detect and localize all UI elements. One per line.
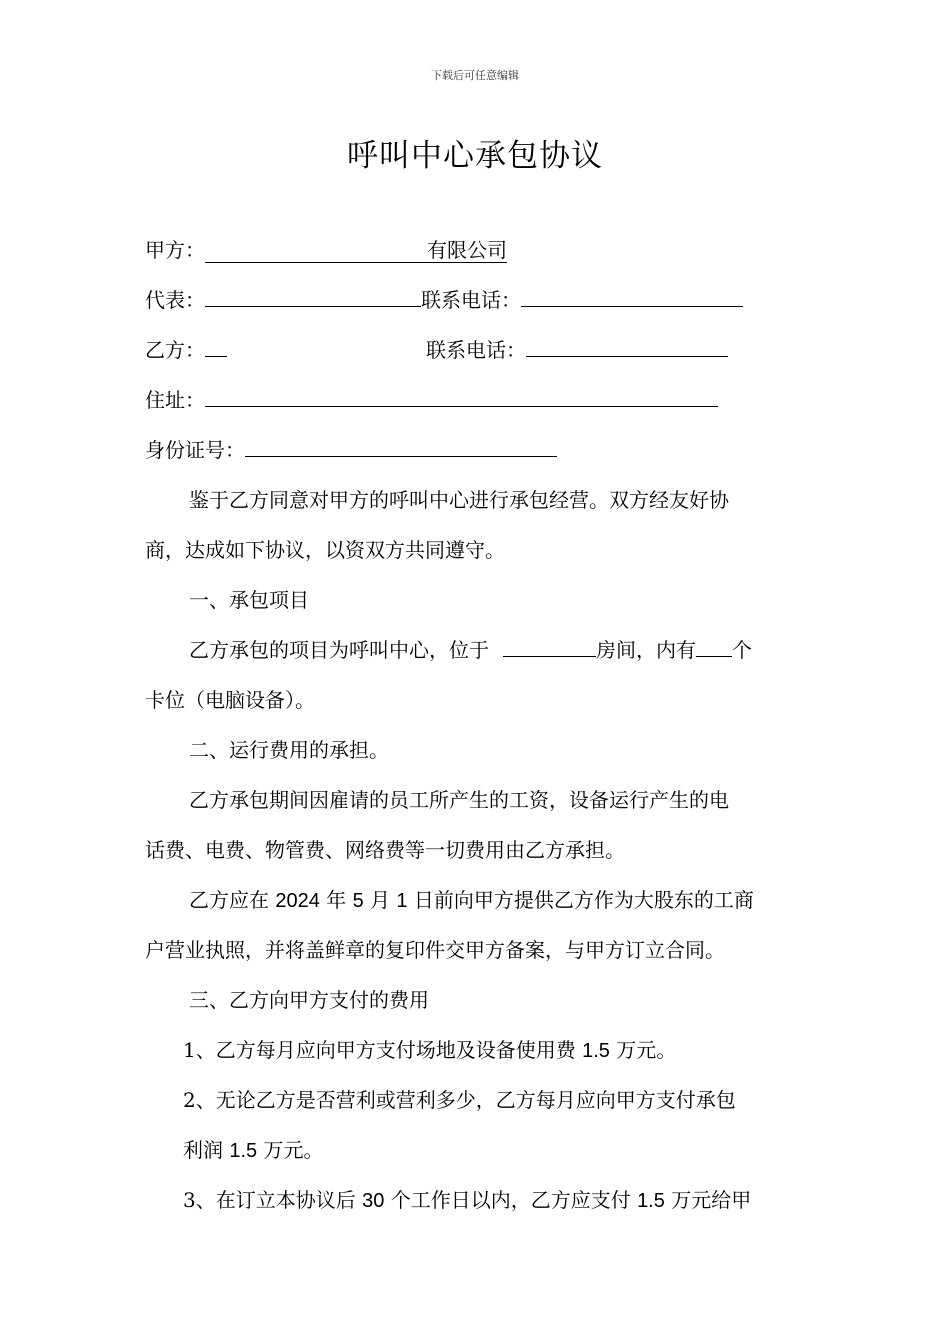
section-3-item-2-line-1: 2、无论乙方是否营利或营利多少，乙方每月应向甲方支付承包 [183,1088,736,1112]
party-a-line [145,236,507,264]
item-2-text-b: 万元。 [263,1138,324,1162]
item-2-text-a: 利润 [183,1138,223,1162]
representative-blank[interactable] [205,286,421,307]
section-1-paragraph [189,636,752,664]
seat-count-blank[interactable] [696,636,732,657]
intro-line-1: 鉴于乙方同意对甲方的呼叫中心进行承包经营。双方经友好协 [189,488,729,512]
item-1-amount: 1.5 [582,1040,610,1062]
id-number-line [145,436,557,464]
section-1-paragraph-line-2: 卡位（电脑设备）。 [145,688,315,712]
section-3-heading: 三、乙方向甲方支付的费用 [189,988,429,1012]
p2-day: 1 [396,890,408,912]
party-b-blank[interactable] [205,336,227,357]
address-label: 住址： [145,388,205,412]
p2-text-a: 乙方应在 [189,888,269,912]
room-blank[interactable] [503,636,596,657]
item-3-text-b: 个工作日以内，乙方应支付 [390,1188,631,1212]
address-blank[interactable] [205,386,718,407]
party-b-phone-line [426,336,728,364]
section-1-heading: 一、承包项目 [189,588,309,612]
item-1-text-a: 1、乙方每月应向甲方支付场地及设备使用费 [183,1038,576,1062]
section-2-p2-line-1 [189,886,754,915]
section-1-text-part3: 个 [732,638,752,662]
item-3-text-c: 万元给甲 [671,1188,752,1212]
item-1-text-b: 万元。 [616,1038,677,1062]
representative-phone-blank[interactable] [521,286,743,307]
representative-line [145,286,743,314]
id-number-label: 身份证号： [145,438,245,462]
address-line [145,386,718,414]
id-number-blank[interactable] [245,436,557,457]
section-3-item-3-line-1 [183,1186,751,1215]
section-1-text-part2: 房间，内有 [596,638,696,662]
p2-text-d: 日前向甲方提供乙方作为大股东的工商 [413,888,754,912]
section-1-text-part1: 乙方承包的项目为呼叫中心，位于 [189,638,489,662]
section-2-p1-line-2: 话费、电费、物管费、网络费等一切费用由乙方承担。 [145,838,625,862]
party-b-phone-label: 联系电话： [426,338,526,362]
party-a-company-field[interactable] [205,238,507,263]
item-3-text-a: 3、在订立本协议后 [183,1188,356,1212]
party-a-company-suffix: 有限公司 [427,238,507,262]
header-note: 下载后可任意编辑 [431,69,519,82]
representative-phone-label: 联系电话： [421,288,521,312]
representative-label: 代表： [145,288,205,312]
section-3-item-1 [183,1036,676,1065]
party-b-phone-blank[interactable] [526,336,728,357]
section-2-p2-line-2: 户营业执照，并将盖鲜章的复印件交甲方备案，与甲方订立合同。 [145,938,725,962]
party-a-blank [205,237,427,257]
p2-text-c: 月 [370,888,391,912]
party-b-label: 乙方： [145,338,205,362]
section-2-p1-line-1: 乙方承包期间因雇请的员工所产生的工资，设备运行产生的电 [189,788,729,812]
p2-year: 2024 [275,890,320,912]
document-title: 呼叫中心承包协议 [347,138,603,174]
intro-line-2: 商，达成如下协议，以资双方共同遵守。 [145,538,505,562]
party-a-label: 甲方： [145,238,205,262]
item-3-amount: 1.5 [637,1190,665,1212]
party-b-line [145,336,227,364]
section-2-heading: 二、运行费用的承担。 [189,738,389,762]
section-3-item-2-line-2 [183,1136,324,1165]
item-2-amount: 1.5 [229,1140,258,1162]
item-3-days: 30 [362,1190,385,1212]
p2-text-b: 年 [326,888,347,912]
p2-month: 5 [352,890,364,912]
